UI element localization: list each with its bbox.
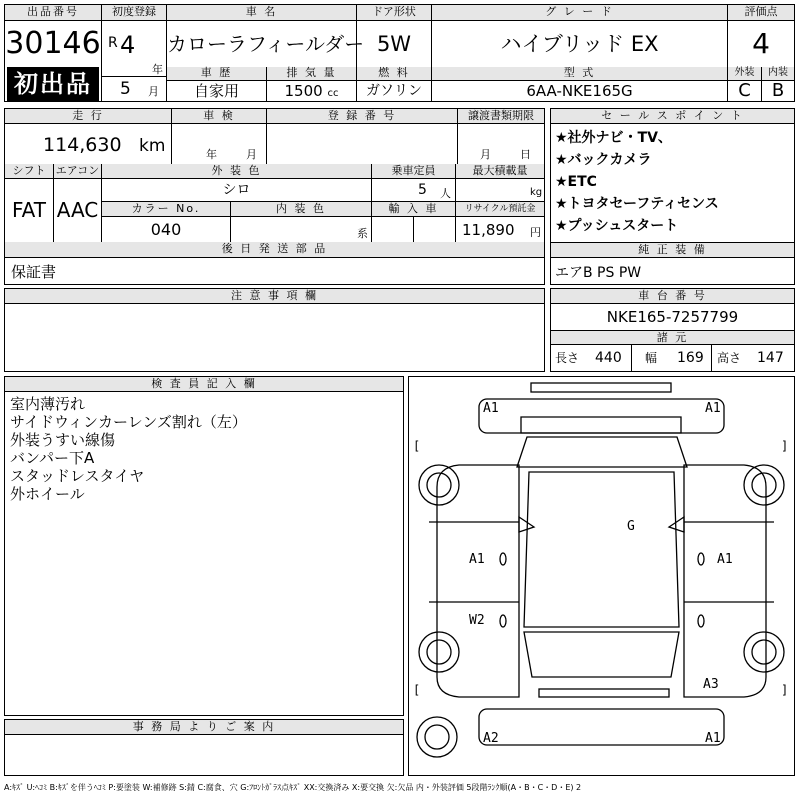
inspector-note: サイドウィンカーレンズ割れ（左） <box>10 413 247 431</box>
import-label: 輸 入 車 <box>371 202 455 217</box>
interior-grade-label: 内装 <box>761 67 794 81</box>
height-label: 高さ <box>717 351 742 365</box>
import-cell-2 <box>413 217 455 242</box>
recycle-fee-value: 11,890 <box>462 221 515 239</box>
front-left-wheel <box>419 465 459 505</box>
transfer-day-unit: 日 <box>520 148 531 161</box>
vehicle-details-block <box>4 108 545 285</box>
inspection-cell <box>171 124 266 164</box>
left-body-side <box>437 465 519 697</box>
dimensions-label: 諸 元 <box>551 330 794 345</box>
max-load-unit: kg <box>530 187 543 198</box>
rear-left-wheel <box>419 632 459 672</box>
inspection-label: 車 検 <box>171 109 266 124</box>
score-label: 評価点 <box>727 5 794 21</box>
shift-label: シフト <box>5 164 53 179</box>
bracket-right-bottom: ] <box>781 683 789 697</box>
recycle-fee-unit: 円 <box>530 226 541 239</box>
max-load-cell <box>455 179 544 202</box>
color-number-label: カラー No. <box>101 202 230 217</box>
damage-diagram <box>408 376 795 776</box>
model-value: 6AA-NKE165G <box>431 81 727 101</box>
inspector-block <box>4 376 404 716</box>
max-load-label: 最大積載量 <box>455 164 544 179</box>
spare-wheel <box>417 717 457 757</box>
lot-number-value: 30146 <box>5 26 101 61</box>
color-number-value: 040 <box>101 217 230 242</box>
import-cell <box>371 217 413 242</box>
door-handle-fr <box>698 553 704 565</box>
era-value: R <box>108 35 118 51</box>
displacement-cell <box>266 81 356 101</box>
right-body-side <box>684 465 766 697</box>
door-handle-rr <box>698 615 704 627</box>
inspector-notes-list <box>10 395 400 503</box>
displacement-value: 1500 <box>284 82 323 100</box>
inspector-note: スタッドレスタイヤ <box>10 467 145 485</box>
front-bumper <box>479 399 724 433</box>
chassis-block <box>550 288 795 372</box>
inspector-note: 外ホイール <box>10 485 85 503</box>
windshield <box>517 437 687 467</box>
inspector-note: バンパー下A <box>10 449 95 467</box>
rear-right-wheel <box>744 632 784 672</box>
shipping-parts-value: 保証書 <box>11 263 57 281</box>
month-unit: 月 <box>148 85 159 98</box>
door-type-label: ドア形状 <box>356 5 431 21</box>
inspector-note: 外装うすい線傷 <box>10 431 116 449</box>
bracket-right-top: ] <box>781 439 789 453</box>
year-value: 4 <box>120 31 136 59</box>
interior-color-cell <box>230 217 371 242</box>
displacement-unit: cc <box>327 88 339 99</box>
roof-panel <box>524 472 679 627</box>
hood-outline <box>521 417 681 433</box>
grade-label: グ レ ー ド <box>431 5 727 21</box>
rear-right-wheel-inner <box>752 640 776 664</box>
grade-value: ハイブリッド EX <box>431 21 727 67</box>
bracket-left-top: [ <box>413 439 421 453</box>
plate-number-cell <box>266 124 457 164</box>
bracket-left-bottom: [ <box>413 683 421 697</box>
shift-value: FAT <box>11 198 46 222</box>
width-value: 169 <box>677 350 704 366</box>
door-type-value: 5W <box>356 21 431 67</box>
inspector-notes-label: 検 査 員 記 入 欄 <box>5 377 403 392</box>
rear-bumper-bar <box>539 689 669 697</box>
recycle-fee-cell <box>455 217 544 242</box>
history-value: 自家用 <box>166 81 266 101</box>
height-value: 147 <box>757 350 784 366</box>
transfer-month-unit: 月 <box>480 148 491 161</box>
rear-window <box>524 632 679 677</box>
notes-block <box>4 288 545 372</box>
rear-bumper <box>479 709 724 745</box>
chassis-number-value: NKE165-7257799 <box>606 308 739 326</box>
sales-point-item: ★プッシュスタート <box>555 218 679 234</box>
dim-sep-1 <box>631 345 632 371</box>
mark-right-rear-fender: A3 <box>703 677 719 692</box>
first-registration-label: 初度登録 <box>101 5 166 21</box>
sales-points-list <box>555 127 793 237</box>
door-handle-rl <box>500 615 506 627</box>
month-value: 5 <box>120 79 131 99</box>
mark-left-rear-door: W2 <box>469 613 485 628</box>
lot-number-label: 出品番号 <box>5 5 101 21</box>
length-label: 長さ <box>555 351 580 365</box>
car-name-label: 車 名 <box>166 5 356 21</box>
inspector-note: 室内薄汚れ <box>10 395 86 413</box>
dimensions-row <box>551 345 794 371</box>
interior-color-unit: 系 <box>357 227 368 240</box>
mark-left-front-door: A1 <box>469 552 485 567</box>
first-listing-badge: 初出品 <box>7 67 99 101</box>
transfer-deadline-cell <box>457 124 544 164</box>
front-right-wheel <box>744 465 784 505</box>
sales-point-item: ★バックカメラ <box>555 152 652 168</box>
transfer-deadline-label: 譲渡書類期限 <box>457 109 544 124</box>
interior-color-label: 内 装 色 <box>230 202 371 217</box>
aircon-value: AAC <box>53 179 101 242</box>
car-name-value: カローラフィールダー <box>166 21 356 67</box>
aircon-label: エアコン <box>53 164 101 179</box>
office-notice-label: 事 務 局 よ り ご 案 内 <box>5 720 403 735</box>
chassis-number-label: 車 台 番 号 <box>551 289 794 304</box>
car-outline-diagram <box>409 377 794 775</box>
length-value: 440 <box>595 350 622 366</box>
seating-capacity-label: 乗車定員 <box>371 164 455 179</box>
sales-points-block <box>550 108 795 285</box>
mark-right-front-door: A1 <box>717 552 733 567</box>
damage-legend: A:ｷｽﾞ U:ﾍｺﾐ B:ｷｽﾞを伴うﾍｺﾐ P:要塗装 W:補修跡 S:錆 C:腐食、穴 G:ﾌﾛﾝﾄｶﾞﾗｽ点ｷｽﾞ XX:交換済み X:要交換 欠:欠品 内・外装評価 5段階ﾗﾝｸ順(A・B・C・D・E) 2 <box>4 783 582 792</box>
mark-front-right: A1 <box>705 401 721 416</box>
interior-grade-value: B <box>761 81 794 101</box>
fuel-value: ガソリン <box>356 81 431 101</box>
mark-front-left: A1 <box>483 401 499 416</box>
dim-sep-2 <box>711 345 712 371</box>
equipment-label: 純 正 装 備 <box>551 242 794 258</box>
inspection-month-unit: 月 <box>246 148 257 161</box>
seating-capacity-cell <box>371 179 455 202</box>
model-label: 型 式 <box>431 67 727 81</box>
inspection-year-unit: 年 <box>206 148 217 161</box>
notes-label: 注 意 事 項 欄 <box>5 289 544 304</box>
width-label: 幅 <box>645 351 658 365</box>
sales-points-label: セ ー ル ス ポ イ ン ト <box>551 109 794 124</box>
mark-rear-right: A1 <box>705 731 721 746</box>
history-label: 車 歴 <box>166 67 266 81</box>
month-row <box>102 76 166 101</box>
rear-left-wheel-inner <box>427 640 451 664</box>
plate-number-label: 登 録 番 号 <box>266 109 457 124</box>
equipment-value: エアB PS PW <box>555 265 642 281</box>
left-mirror <box>519 517 534 532</box>
office-block <box>4 719 404 776</box>
door-handle-fl <box>500 553 506 565</box>
shipping-parts-label: 後 日 発 送 部 品 <box>5 242 544 258</box>
right-mirror <box>669 517 684 532</box>
exterior-color-label: 外 装 色 <box>101 164 371 179</box>
mileage-label: 走 行 <box>5 109 171 124</box>
year-unit: 年 <box>152 63 163 76</box>
spare-wheel-inner <box>425 725 449 749</box>
sales-point-item: ★社外ナビ・TV、 <box>555 130 672 146</box>
mileage-value: 114,630 <box>43 134 122 156</box>
sales-point-item: ★トヨタセーフティセンス <box>555 196 719 212</box>
exterior-grade-label: 外装 <box>727 67 761 81</box>
mark-roof: G <box>627 519 635 534</box>
seating-capacity-unit: 人 <box>440 187 451 200</box>
mileage-unit: km <box>139 136 166 156</box>
exterior-grade-value: C <box>727 81 761 101</box>
mileage-cell <box>5 124 171 164</box>
mark-rear-left: A2 <box>483 731 499 746</box>
displacement-label: 排 気 量 <box>266 67 356 81</box>
fuel-label: 燃 料 <box>356 67 431 81</box>
sales-point-item: ★ETC <box>555 174 597 190</box>
seating-capacity-value: 5 <box>418 182 427 198</box>
header-block <box>4 4 795 102</box>
exterior-color-value: シロ <box>101 179 371 202</box>
score-value: 4 <box>727 21 794 67</box>
recycle-fee-label: リサイクル預託金 <box>455 202 544 217</box>
front-bumper-top <box>531 383 671 392</box>
first-registration-cell <box>101 21 166 101</box>
